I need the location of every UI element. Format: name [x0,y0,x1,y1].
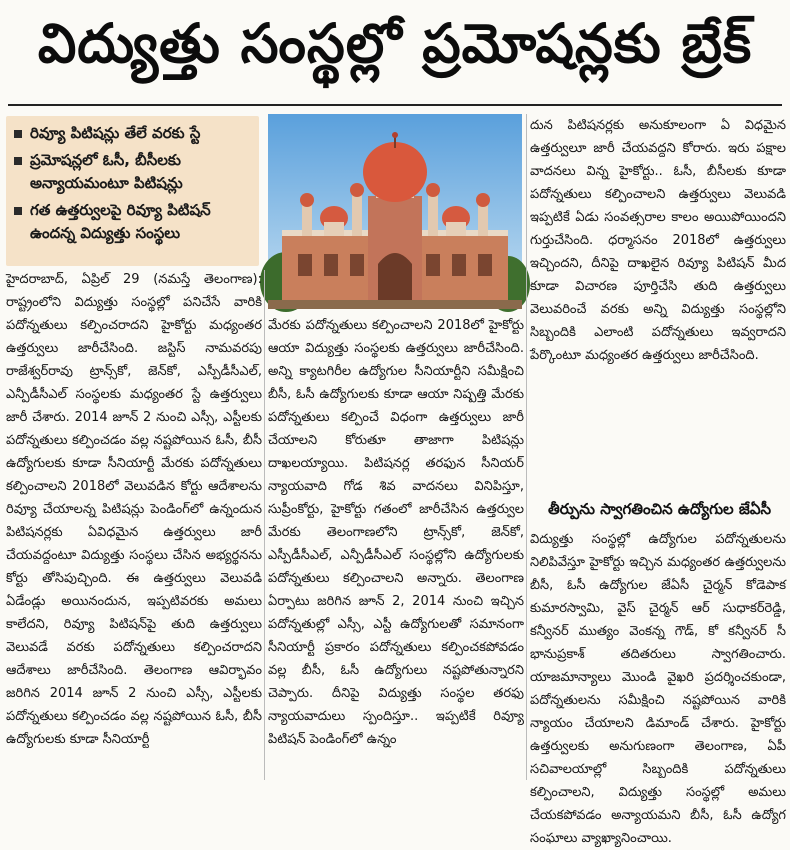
article-column-2 [268,314,524,780]
highlight-item [14,149,251,195]
highlight-text: ప్రమోషన్లలో ఓసీ, బీసీలకు అన్యాయమంటూ పిటిషన్లు [30,151,183,192]
column-divider [526,114,527,780]
article-paragraph: విద్యుత్తు సంస్థల్లో ఉద్యోగుల పదోన్నతులను నిలిపివేస్తూ హైకోర్టు ఇచ్చిన మధ్యంతర ఉత్తర్వులను బీసీ, ఓసీ ఉద్యోగుల జేఏసీ చైర్మన్ కోడెపాక కుమారస్వామి, వైస్ చైర్మన్ ఆర్ సుధాకర్‌రెడ్డి, కన్వీనర్ ముత్యం వెంకన్న గౌడ్, కో కన్వీనర్ సీ భానుప్రకాశ్ తదితరులు స్వాగతించారు. యాజమాన్యాలు మొండి వైఖరి ప్రదర్శించకుండా, పదోన్నతులను సమీక్షించి నష్టపోయిన వారికి న్యాయం చేయాలని డిమాండ్ చేశారు. హైకోర్టు ఉత్తర్వులకు అనుగుణంగా తెలంగాణ, ఏపీ సచివాలయాల్లో సిబ్బందికి పదోన్నతులు కల్పించాలని, విద్యుత్తు సంస్థల్లో అమలు చేయకపోవడం అన్యాయమని బీసీ, ఓసీ ఉద్యోగ సంఘాలు వ్యాఖ్యానించాయి. [530,532,786,846]
bullet-square-icon [14,207,22,215]
high-court-photo [268,114,522,309]
highlight-item [14,122,251,145]
article-paragraph: మేరకు పదోన్నతులు కల్పించాలని 2018లో హైకోర్టు ఆయా విద్యుత్తు సంస్థలకు ఉత్తర్వులు జారీచేసింది. అన్ని క్యాటగిరీల ఉద్యోగుల సీనియార్టీని సమీక్షించి బీసీ, ఓసీ ఉద్యోగులకు కూడా ఆయా నిష్పత్తి మేరకు పదోన్నతులు కల్పించే విధంగా ఉత్తర్వులు జారీ చేయాలని కోరుతూ తాజాగా పిటిషన్లు దాఖలయ్యాయి. పిటిషనర్ల తరఫున సీనియర్ న్యాయవాది గోడ శివ వాదనలు వినిపిస్తూ, సుప్రీంకోర్టు, హైకోర్టు గతంలో జారీచేసిన ఉత్తర్వుల మేరకు తెలంగాణలోని ట్రాన్స్‌కో, జెన్‌కో, ఎస్పీడీసీఎల్, ఎన్పీడీసీఎల్ సంస్థల్లోని ఉద్యోగులకు పదోన్నతులు కల్పించాలని అన్నారు. తెలంగాణ ఏర్పాటు జరిగిన జూన్ 2, 2014 నుంచి ఇచ్చిన పదోన్నతుల్లో ఎస్సీ, ఎస్టీ ఉద్యోగులతో సమానంగా సీనియార్టీ ప్రకారం పదోన్నతులు కల్పించకపోవడం వల్ల బీసీ, ఓసీ ఉద్యోగులు నష్టపోతున్నారని చెప్పారు. దీనిపై విద్యుత్తు సంస్థల తరఫు న్యాయవాదులు స్పందిస్తూ.. ఇప్పటికే రివ్యూ పిటిషన్ పెండింగ్‌లో ఉన్నం [268,318,524,747]
column-divider [264,270,265,780]
headline: విద్యుత్తు సంస్థల్లో ప్రమోషన్లకు బ్రేక్ [37,11,753,75]
highlight-item [14,199,251,245]
article-paragraph: దున పిటిషనర్లకు అనుకూలంగా ఏ విధమైన ఉత్తర్వులూ జారీ చేయవద్దని కోరారు. ఇరు పక్షాల వాదనలు విన్న హైకోర్టు.. ఓసీ, బీసీలకు కూడా పదోన్నతులు కల్పించాలని ఉత్తర్వులు వెలువడి ఇప్పటికే ఏడు సంవత్సరాల కాలం అయిపోయిందని గుర్తుచేసింది. ధర్మాసనం 2018లో ఉత్తర్వులు ఇచ్చిందని, దీనిపై దాఖలైన రివ్యూ పిటిషన్ మీద కూడా విచారణ పూర్తిచేసి తుది ఉత్తర్వులు వెలువరించే వరకు అన్ని విద్యుత్తు సంస్థల్లోని సిబ్బందికి ఎలాంటి పదోన్నతులు ఇవ్వరాదని పేర్కొంటూ మధ్యంతర ఉత్తర్వులు జారీచేసింది. [530,118,786,363]
bullet-square-icon [14,157,22,165]
highlights-box [6,116,259,266]
highlight-text: గత ఉత్తర్వులపై రివ్యూ పిటిషన్ ఉందన్న విద్యుత్తు సంస్థలు [30,201,211,242]
high-court-building-image [268,114,522,309]
article-column-3 [530,114,786,494]
headline-rule [8,104,782,106]
article-paragraph: హైదరాబాద్, ఏప్రిల్ 29 (నమస్తే తెలంగాణ): రాష్ట్రంలోని విద్యుత్తు సంస్థల్లో పనిచేసే వారికి పదోన్నతులు కల్పించరాదని హైకోర్టు మధ్యంతర ఉత్తర్వులు జారీచేసింది. జస్టిస్ నామవరపు రాజేశ్వర్‌రావు ట్రాన్స్‌కో, జెన్‌కో, ఎస్పీడీసీఎల్, ఎన్పీడీసీఎల్ సంస్థలకు మధ్యంతర స్టే ఉత్తర్వులు జారీ చేశారు. 2014 జూన్ 2 నుంచి ఎస్సీ, ఎస్టీలకు పదోన్నతులు కల్పించడం వల్ల నష్టపోయిన ఓసీ, బీసీ ఉద్యోగులకు కూడా సీనియార్టీ మేరకు పదోన్నతులు కల్పించాలని 2018లో వెలువడిన కోర్టు ఆదేశాలను రివ్యూ చేయాలన్న పిటిషన్లు పెండింగ్‌లో ఉన్నందున పిటిషనర్లకు ఏవిధమైన ఉత్తర్వులు జారీ చేయవద్దంటూ విద్యుత్తు సంస్థలు చేసిన అభ్యర్థనను కోర్టు తోసిపుచ్చింది. ఈ ఉత్తర్వులు వెలువడి ఏడేండ్లు అయినందున, ఇప్పటివరకు అమలు కాలేదని, రివ్యూ పిటిషన్‌పై తుది ఉత్తర్వులు వెలువడే వరకు పదోన్నతులు కల్పించరాదని ఆదేశాలు జారీచేసింది. తెలంగాణ ఆవిర్భావం జరిగిన 2014 జూన్ 2 నుంచి ఎస్సీ, ఎస్టీలకు పదోన్నతులు కల్పించడం వల్ల నష్టపోయిన ఓసీ, బీసీ ఉద్యోగులకు కూడా సీనియార్టీ [6,272,262,747]
highlight-text: రివ్యూ పిటిషన్లు తేలే వరకు స్టే [30,124,201,142]
article-column-1 [6,268,262,780]
article-column-3-continued [530,528,786,846]
bullet-square-icon [14,130,22,138]
subheading: తీర్పును స్వాగతించిన ఉద్యోగుల జేఏసీ [548,500,772,518]
